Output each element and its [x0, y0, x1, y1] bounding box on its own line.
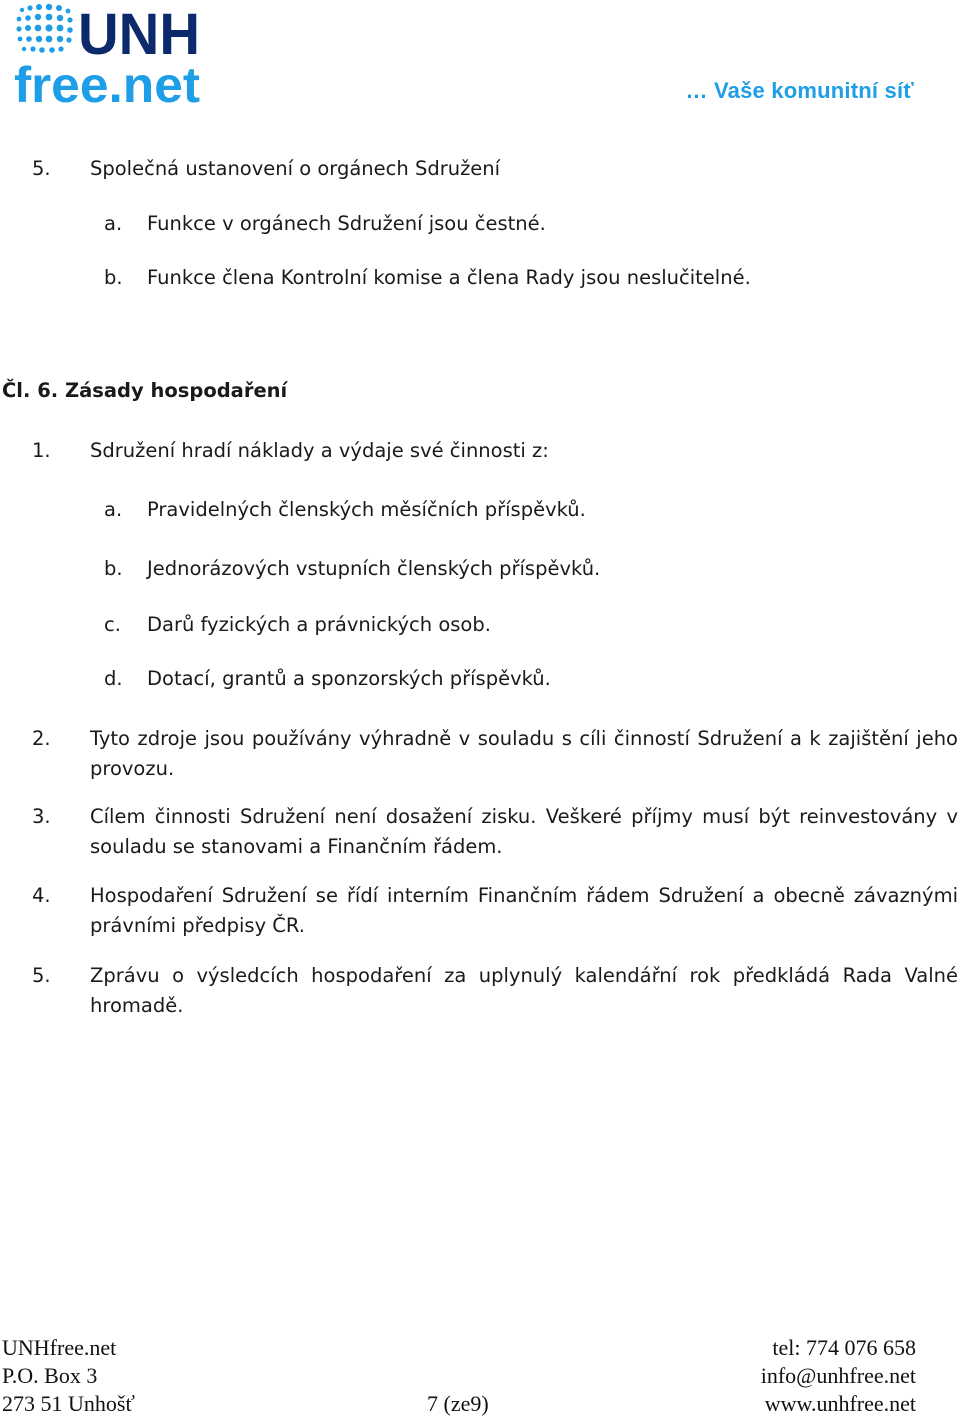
section-title: Společná ustanovení o orgánech Sdružení [90, 157, 501, 180]
footer-web: www.unhfree.net [764, 1391, 916, 1416]
list-item-label: d. [104, 667, 123, 690]
list-item-text: Darů fyzických a právnických osob. [147, 613, 491, 636]
list-item-text: Pravidelných členských měsíčních příspěvků. [147, 498, 586, 521]
list-item-label: a. [104, 498, 123, 521]
footer-email: info@unhfree.net [760, 1363, 916, 1388]
list-item-label: c. [104, 613, 121, 636]
paragraph-number: 5. [32, 964, 51, 987]
list-item-label: b. [104, 266, 123, 289]
paragraph-number: 3. [32, 805, 51, 828]
svg-text:free.net: free.net [14, 57, 201, 104]
paragraph-text: Hospodaření Sdružení se řídí interním Finančním řádem Sdružení a obecně závaznými právními předpisy ČR. [90, 884, 958, 937]
paragraph-text: Zprávu o výsledcích hospodaření za uplynulý kalendářní rok předkládá Rada Valné hromadě. [90, 964, 958, 1017]
list-item-text: Jednorázových vstupních členských příspěvků. [147, 557, 601, 580]
list-item-text: Funkce v orgánech Sdružení jsou čestné. [147, 212, 546, 235]
logo-dots-icon [16, 4, 72, 53]
paragraph-number: 2. [32, 727, 51, 750]
footer-city: 273 51 Unhošť [2, 1391, 135, 1416]
svg-text:UNH: UNH [78, 2, 200, 67]
list-item-label: a. [104, 212, 123, 235]
list-item-label: b. [104, 557, 123, 580]
tagline: … Vaše komunitní síť [685, 78, 914, 103]
footer-org: UNHfree.net [2, 1335, 117, 1360]
footer-box: P.O. Box 3 [2, 1363, 98, 1388]
paragraph-number: 4. [32, 884, 51, 907]
page-number: 7 (ze9) [427, 1391, 489, 1416]
paragraph-number: 1. [32, 439, 51, 462]
list-item-text: Funkce člena Kontrolní komise a člena Rady jsou neslučitelné. [147, 266, 751, 289]
paragraph-text: Sdružení hradí náklady a výdaje své činnosti z: [90, 439, 549, 462]
unhfree-logo [14, 2, 204, 104]
section-number: 5. [32, 157, 51, 180]
footer-tel: tel: 774 076 658 [772, 1335, 916, 1360]
article-heading: Čl. 6. Zásady hospodaření [2, 379, 288, 402]
paragraph-text: Tyto zdroje jsou používány výhradně v souladu s cíli činností Sdružení a k zajištění jeho provozu. [90, 727, 958, 780]
list-item-text: Dotací, grantů a sponzorských příspěvků. [147, 667, 551, 690]
paragraph-text: Cílem činnosti Sdružení není dosažení zisku. Veškeré příjmy musí být reinvestovány v souladu se stanovami a Finančním řádem. [90, 805, 958, 858]
